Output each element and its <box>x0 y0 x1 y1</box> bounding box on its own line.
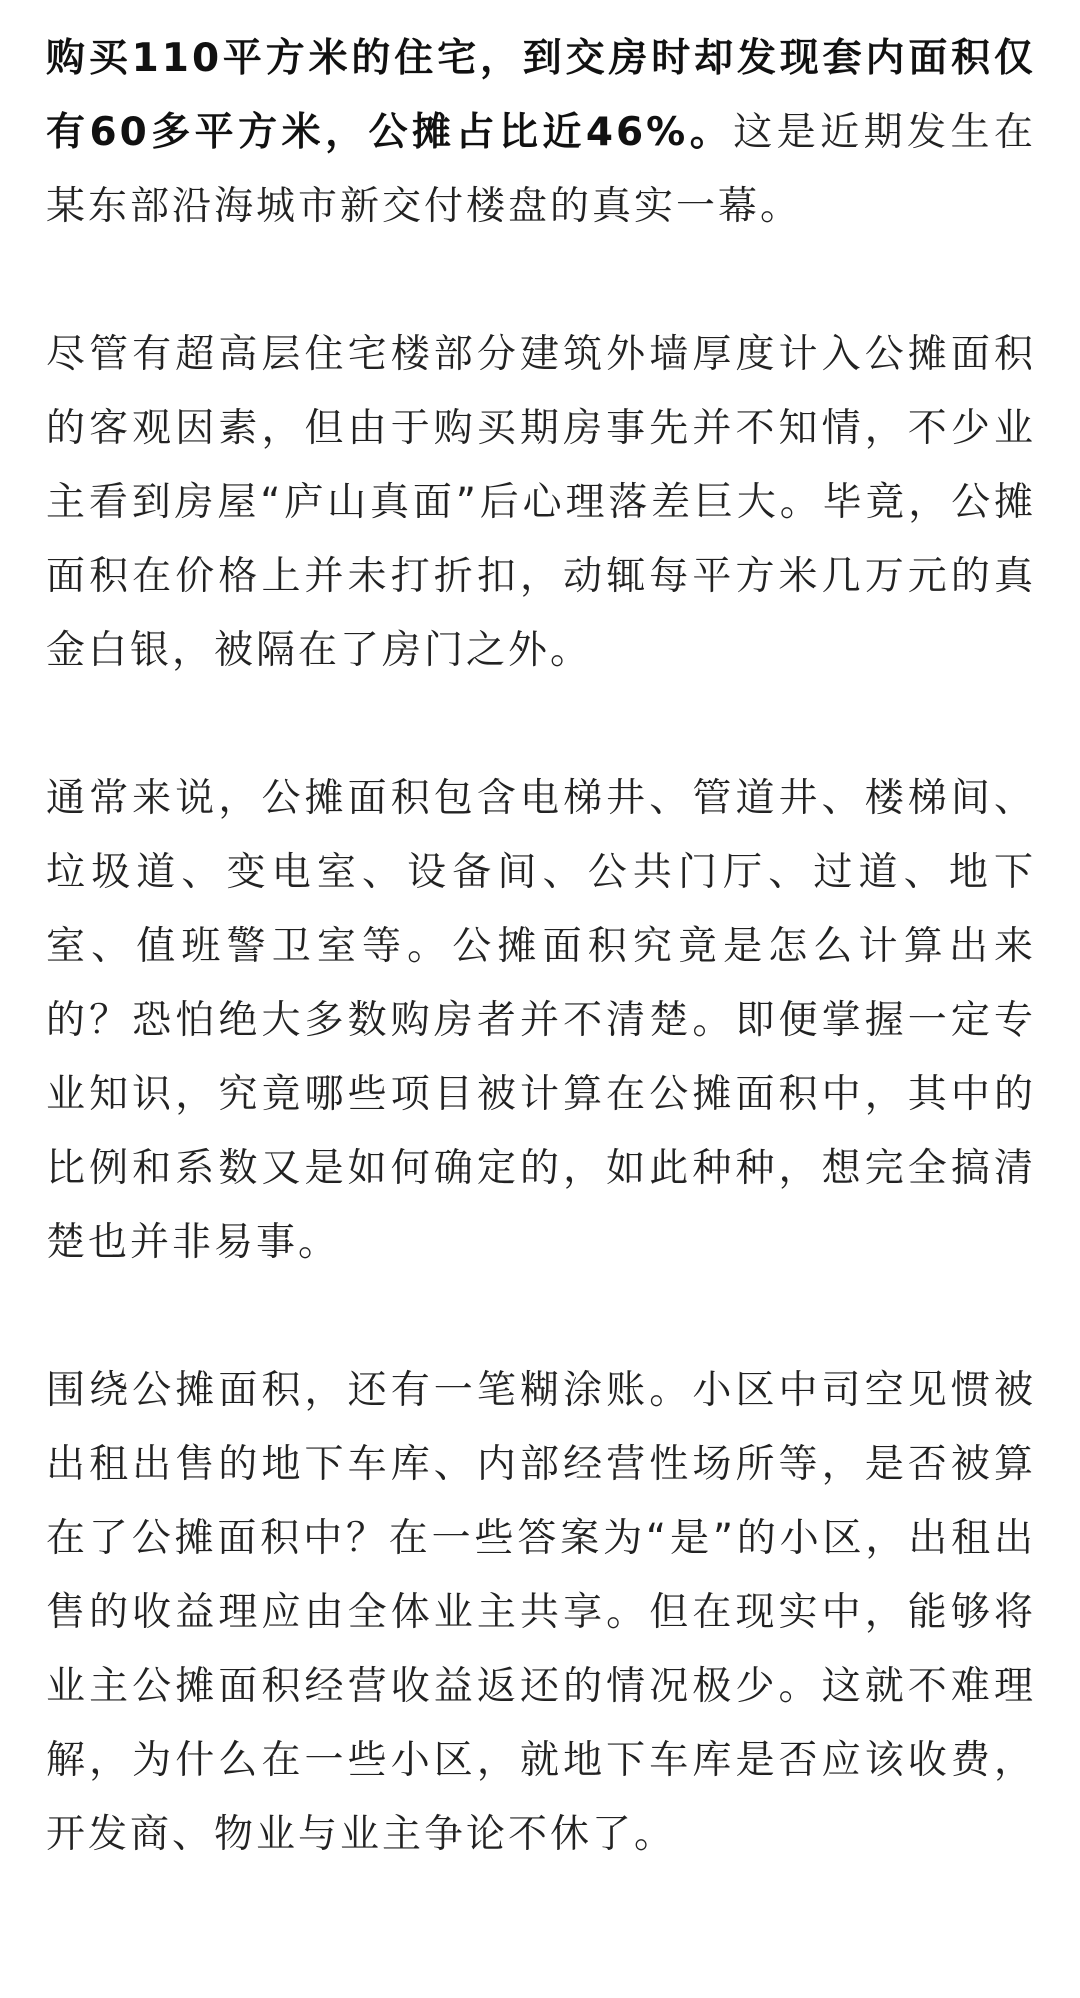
paragraph-2: 尽管有超高层住宅楼部分建筑外墙厚度计入公摊面积的客观因素，但由于购买期房事先并不知情，不少业主看到房屋“庐山真面”后心理落差巨大。毕竟，公摊面积在价格上并未打折扣，动辄每平方米几万元的真金白银，被隔在了房门之外。 <box>46 332 1036 673</box>
paragraph-1-bold-lead: 购买110平方米的住宅，到交房时却发现套内面积仅有60多平方米，公摊占比近46%。 <box>46 36 1036 155</box>
article-body <box>46 22 1036 1946</box>
paragraph-4: 围绕公摊面积，还有一笔糊涂账。小区中司空见惯被出租出售的地下车库、内部经营性场所等，是否被算在了公摊面积中？在一些答案为“是”的小区，出租出售的收益理应由全体业主共享。但在现实中，能够将业主公摊面积经营收益返还的情况极少。这就不难理解，为什么在一些小区，就地下车库是否应该收费，开发商、物业与业主争论不休了。 <box>46 1368 1036 1857</box>
paragraph-1 <box>46 22 1036 244</box>
paragraph-1-rest: 这是近期发生在某东部沿海城市新交付楼盘的真实一幕。 <box>46 110 1036 229</box>
paragraph-3: 通常来说，公摊面积包含电梯井、管道井、楼梯间、垃圾道、变电室、设备间、公共门厅、过道、地下室、值班警卫室等。公摊面积究竟是怎么计算出来的？恐怕绝大多数购房者并不清楚。即便掌握一定专业知识，究竟哪些项目被计算在公摊面积中，其中的比例和系数又是如何确定的，如此种种，想完全搞清楚也并非易事。 <box>46 776 1036 1265</box>
